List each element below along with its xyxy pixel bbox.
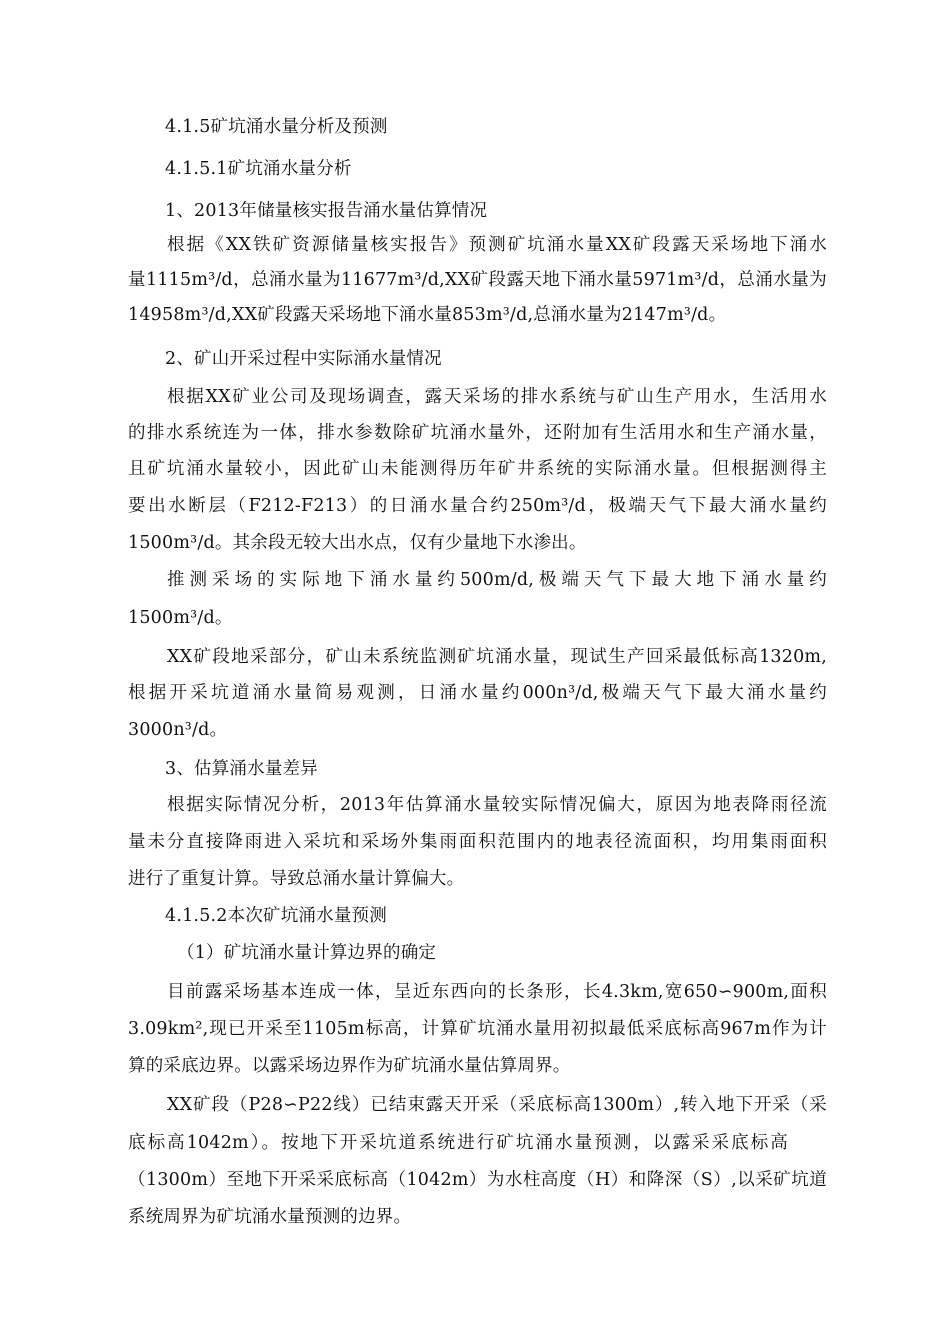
- paragraph-line: 1500m³/d。: [128, 608, 233, 628]
- paragraph-line: 3.09km²,现已开采至1105m标高，计算矿坑涌水量用初拟最低采底标高967m作为计: [128, 1019, 827, 1039]
- paragraph-line: 根据《XX铁矿资源储量核实报告》预测矿坑涌水量XX矿段露天采场地下涌水: [167, 235, 827, 255]
- paragraph-line: 3000n³/d。: [128, 720, 228, 740]
- paragraph-line: 根据实际情况分析，2013年估算涌水量较实际情况偏大，原因为地表降雨径流: [167, 795, 827, 815]
- paragraph-line: 14958m³/d,XX矿段露天采场地下涌水量853m³/d,总涌水量为2147m³/d。: [128, 305, 727, 325]
- paragraph-line: 要出水断层（F212-F213）的日涌水量合约250m³/d，极端天气下最大涌水量约: [128, 496, 827, 516]
- subsection-1-title: （1）矿坑涌水量计算边界的确定: [177, 943, 437, 963]
- paragraph-line: 目前露采场基本连成一体，呈近东西向的长条形，长4.3km,宽650∽900m,面积: [167, 982, 827, 1002]
- paragraph-line: 推测采场的实际地下涌水量约500m/d,极端天气下最大地下涌水量约: [167, 570, 827, 590]
- paragraph-line: XX矿段地采部分，矿山未系统监测矿坑涌水量，现试生产回采最低标高1320m,: [167, 647, 827, 667]
- section-1-title: 1、2013年储量核实报告涌水量估算情况: [165, 201, 488, 221]
- paragraph-line: 的排水系统连为一体，排水参数除矿坑涌水量外，还附加有生活用水和生产涌水量，: [128, 423, 827, 443]
- paragraph-line: 1500m³/d。其余段无较大出水点，仅有少量地下水渗出。: [128, 533, 587, 553]
- paragraph-line: 量1115m³/d，总涌水量为11677m³/d,XX矿段露天地下涌水量5971m³/d，总涌水量为: [128, 270, 827, 290]
- paragraph-line: 系统周界为矿坑涌水量预测的边界。: [128, 1207, 412, 1227]
- heading-4-1-5: 4.1.5矿坑涌水量分析及预测: [165, 117, 388, 137]
- paragraph-line: 根据开采坑道涌水量简易观测，日涌水量约000n³/d,极端天气下最大涌水量约: [128, 683, 827, 703]
- paragraph-line: 量未分直接降雨进入采坑和采场外集雨面积范围内的地表径流面积，均用集雨面积: [128, 832, 827, 852]
- paragraph-line: 算的采底边界。以露采场边界作为矿坑涌水量估算周界。: [128, 1056, 571, 1076]
- paragraph-line: 进行了重复计算。导致总涌水量计算偏大。: [128, 869, 465, 889]
- section-3-title: 3、估算涌水量差异: [165, 759, 318, 779]
- paragraph-line: （1300m）至地下开采采底标高（1042m）为水柱高度（H）和降深（S）,以采矿坑道: [128, 1170, 827, 1190]
- paragraph-line: 根据XX矿业公司及现场调查，露天采场的排水系统与矿山生产用水，生活用水: [167, 387, 827, 407]
- heading-4-1-5-2: 4.1.5.2本次矿坑涌水量预测: [165, 906, 387, 926]
- paragraph-line: XX矿段（P28∽P22线）已结束露天开采（采底标高1300m）,转入地下开采（采: [167, 1095, 827, 1115]
- paragraph-line: 且矿坑涌水量较小，因此矿山未能测得历年矿井系统的实际涌水量。但根据测得主: [128, 459, 827, 479]
- heading-4-1-5-1: 4.1.5.1矿坑涌水量分析: [165, 159, 352, 179]
- paragraph-line: 底标高1042m）。按地下开采坑道系统进行矿坑涌水量预测，以露采采底标高: [128, 1133, 788, 1153]
- section-2-title: 2、矿山开采过程中实际涌水量情况: [165, 349, 442, 369]
